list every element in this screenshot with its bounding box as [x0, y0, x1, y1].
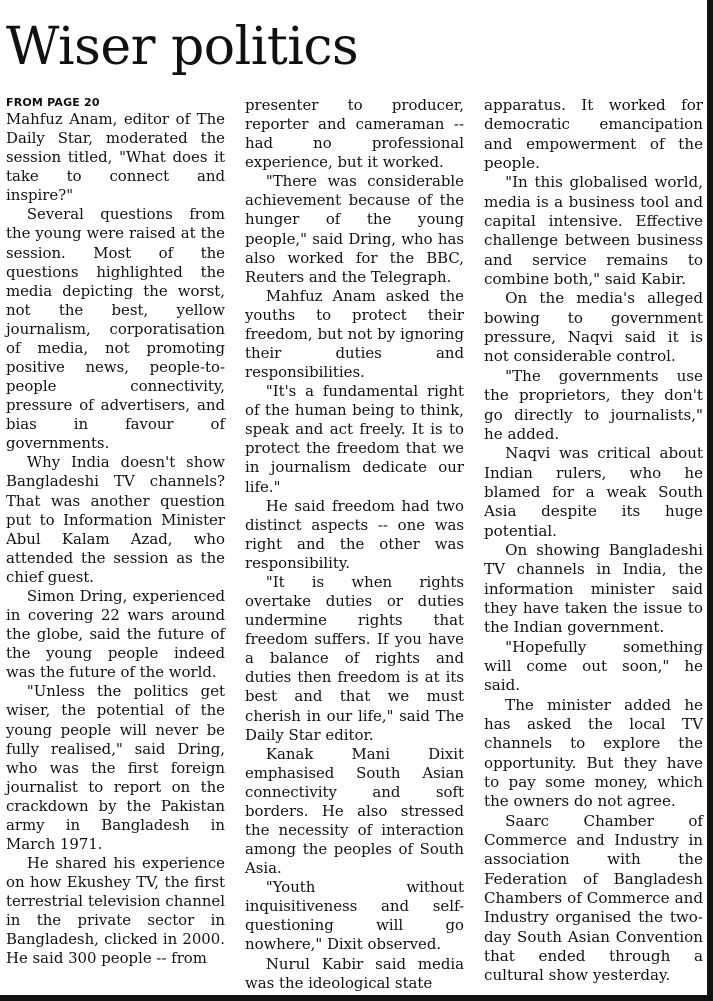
- paragraph: "Unless the politics get wiser, the potential of the young people will never be fully realised," said Dring, who was the first foreign journalist to report on the crackdown by the Pakistan army in Bangladesh in March 1971.: [6, 682, 225, 853]
- paragraph: "Hopefully something will come out soon," he said.: [484, 637, 703, 695]
- paragraph: "In this globalised world, media is a business tool and capital intensive. Effective challenge between business and service remains to combine both," said Kabir.: [484, 173, 703, 289]
- article-column-3: [484, 96, 703, 986]
- paragraph: Simon Dring, experienced in covering 22 wars around the globe, said the future of the young people indeed was the future of the world.: [6, 586, 225, 682]
- paragraph: apparatus. It worked for democratic emancipation and empowerment of the people.: [484, 96, 703, 173]
- headline: Wiser politics: [6, 17, 359, 77]
- paragraph: On the media's alleged bowing to government pressure, Naqvi said it is not considerable control.: [484, 289, 703, 366]
- paragraph: On showing Bangladeshi TV channels in India, the information minister said they have taken the issue to the Indian government.: [484, 540, 703, 637]
- paragraph: "The governments use the proprietors, they don't go directly to journalists," he added.: [484, 366, 703, 443]
- paragraph: Several questions from the young were raised at the session. Most of the questions highlighted the media depicting the worst, not the best, yellow journalism, corporatisation of media, not promoting positive news, people-to-people connectivity, pressure of advertisers, and bias in favour of governments.: [6, 205, 225, 453]
- paragraph: Mahfuz Anam asked the youths to protect their freedom, but not by ignoring their duties and responsibilities.: [245, 286, 464, 382]
- continued-from-kicker: FROM PAGE 20: [6, 96, 100, 109]
- paragraph: Mahfuz Anam, editor of The Daily Star, moderated the session titled, "What does it take to connect and inspire?": [6, 110, 225, 205]
- paragraph: The minister added he has asked the local TV channels to explore the opportunity. But they have to pay some money, which the owners do not agree.: [484, 695, 703, 811]
- paragraph: "There was considerable achievement because of the hunger of the young people," said Dring, who has also worked for the BBC, Reuters and the Telegraph.: [245, 172, 464, 286]
- paragraph: "Youth without inquisitiveness and self-questioning will go nowhere," Dixit observed.: [245, 878, 464, 954]
- paragraph: He said freedom had two distinct aspects -- one was right and the other was responsibility.: [245, 496, 464, 572]
- paragraph: He shared his experience on how Ekushey TV, the first terrestrial television channel in the private sector in Bangladesh, clicked in 2000. He said 300 people -- from: [6, 854, 225, 968]
- paragraph: Why India doesn't show Bangladeshi TV channels? That was another question put to Information Minister Abul Kalam Azad, who attended the session as the chief guest.: [6, 453, 225, 586]
- article-column-2: [245, 96, 464, 993]
- paragraph: Naqvi was critical about Indian rulers, who he blamed for a weak South Asia despite its huge potential.: [484, 444, 703, 540]
- paragraph: "It is when rights overtake duties or duties undermine rights that freedom suffers. If you have a balance of rights and duties then freedom is at its best and that we must cherish in our life," said The Daily Star editor.: [245, 572, 464, 744]
- paragraph: Saarc Chamber of Commerce and Industry in association with the Federation of Bangladesh Chambers of Commerce and Industry organised the two-day South Asian Convention that ended through a cultural show yesterday.: [484, 811, 703, 985]
- paragraph: Kanak Mani Dixit emphasised South Asian connectivity and soft borders. He also stressed the necessity of interaction among the peoples of South Asia.: [245, 744, 464, 878]
- article-column-1: [6, 96, 225, 969]
- paragraph: Nurul Kabir said media was the ideological state: [245, 954, 464, 992]
- paragraph: "It's a fundamental right of the human being to think, speak and act freely. It is to protect the freedom that we in journalism dedicate our life.": [245, 382, 464, 496]
- paragraph: presenter to producer, reporter and cameraman -- had no professional experience, but it worked.: [245, 96, 464, 172]
